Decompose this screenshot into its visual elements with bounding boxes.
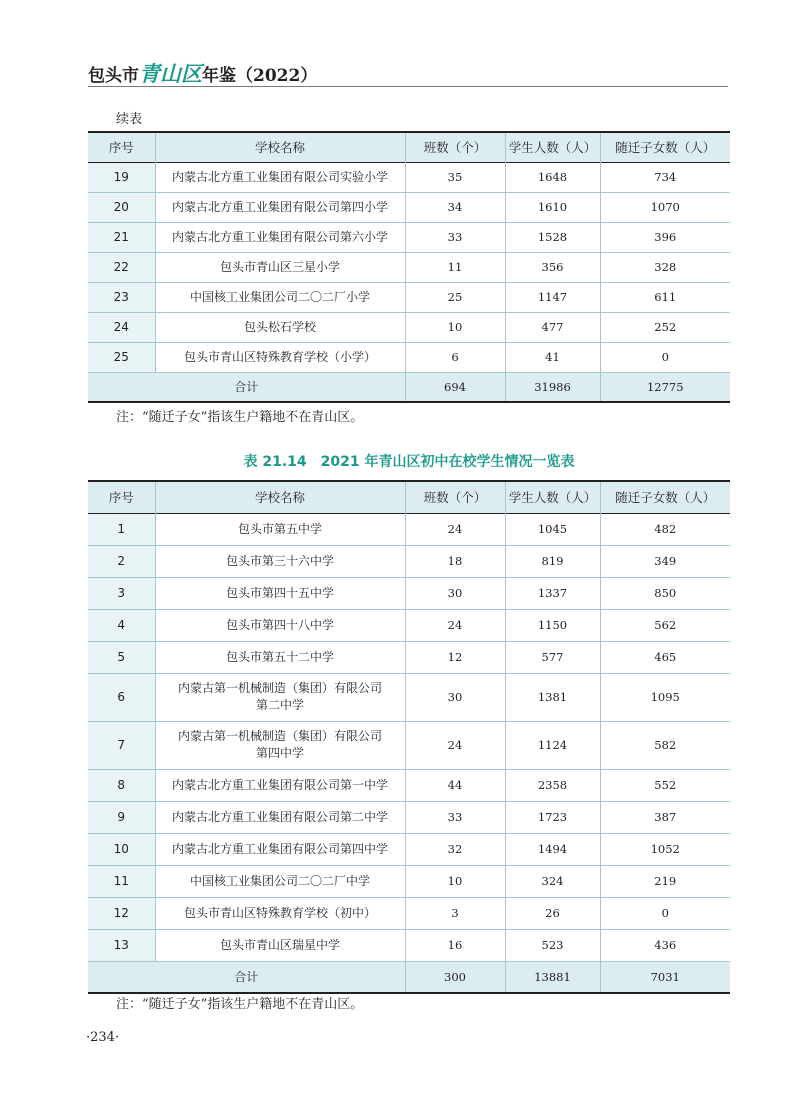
migrant-count: 349 — [600, 545, 730, 577]
row-number: 1 — [88, 513, 155, 545]
migrant-count: 1095 — [600, 673, 730, 721]
col-header-school: 学校名称 — [155, 481, 405, 513]
student-count: 1648 — [505, 162, 600, 192]
total-classes: 300 — [405, 961, 505, 993]
school-name: 包头市第五中学 — [155, 513, 405, 545]
migrant-count: 0 — [600, 342, 730, 372]
student-count: 577 — [505, 641, 600, 673]
migrant-count: 396 — [600, 222, 730, 252]
school-name: 内蒙古北方重工业集团有限公司第六小学 — [155, 222, 405, 252]
school-name: 包头市第四十八中学 — [155, 609, 405, 641]
class-count: 44 — [405, 769, 505, 801]
student-count: 1124 — [505, 721, 600, 769]
migrant-count: 552 — [600, 769, 730, 801]
school-name: 中国核工业集团公司二〇二厂中学 — [155, 865, 405, 897]
class-count: 16 — [405, 929, 505, 961]
class-count: 24 — [405, 721, 505, 769]
table-row — [88, 897, 730, 929]
row-number: 11 — [88, 865, 155, 897]
table-row — [88, 282, 730, 312]
class-count: 33 — [405, 222, 505, 252]
class-count: 3 — [405, 897, 505, 929]
student-count: 1045 — [505, 513, 600, 545]
col-header-no: 序号 — [88, 481, 155, 513]
table2-caption: 表 21.14 2021 年青山区初中在校学生情况一览表 — [243, 454, 575, 470]
table-row — [88, 833, 730, 865]
class-count: 24 — [405, 609, 505, 641]
migrant-count: 219 — [600, 865, 730, 897]
class-count: 10 — [405, 312, 505, 342]
migrant-count: 582 — [600, 721, 730, 769]
row-number: 12 — [88, 897, 155, 929]
class-count: 35 — [405, 162, 505, 192]
table-row — [88, 609, 730, 641]
school-name: 包头市第三十六中学 — [155, 545, 405, 577]
migrant-count: 436 — [600, 929, 730, 961]
migrant-count: 252 — [600, 312, 730, 342]
total-students: 31986 — [505, 372, 600, 402]
total-classes: 694 — [405, 372, 505, 402]
total-migrant: 12775 — [600, 372, 730, 402]
table-row — [88, 252, 730, 282]
school-name: 包头松石学校 — [155, 312, 405, 342]
school-name: 包头市青山区特殊教育学校（初中） — [155, 897, 405, 929]
table-header-row — [88, 132, 730, 162]
table-row — [88, 929, 730, 961]
class-count: 11 — [405, 252, 505, 282]
student-count: 1723 — [505, 801, 600, 833]
migrant-count: 328 — [600, 252, 730, 282]
class-count: 33 — [405, 801, 505, 833]
primary-school-table-continued — [88, 131, 730, 403]
table-row — [88, 545, 730, 577]
student-count: 1610 — [505, 192, 600, 222]
row-number: 21 — [88, 222, 155, 252]
row-number: 7 — [88, 721, 155, 769]
school-name-line2: 第四中学 — [255, 746, 304, 760]
total-label: 合计 — [88, 372, 405, 402]
migrant-count: 387 — [600, 801, 730, 833]
school-name: 包头市第四十五中学 — [155, 577, 405, 609]
col-header-no: 序号 — [88, 132, 155, 162]
school-name: 内蒙古北方重工业集团有限公司实验小学 — [155, 162, 405, 192]
student-count: 1147 — [505, 282, 600, 312]
row-number: 8 — [88, 769, 155, 801]
col-header-students: 学生人数（人） — [505, 132, 600, 162]
row-number: 6 — [88, 673, 155, 721]
total-row — [88, 961, 730, 993]
col-header-migrant: 随迁子女数（人） — [600, 132, 730, 162]
school-name: 内蒙古北方重工业集团有限公司第二中学 — [155, 801, 405, 833]
total-students: 13881 — [505, 961, 600, 993]
school-name: 内蒙古北方重工业集团有限公司第四小学 — [155, 192, 405, 222]
school-name: 包头市青山区瑞星中学 — [155, 929, 405, 961]
migrant-count: 850 — [600, 577, 730, 609]
migrant-count: 1070 — [600, 192, 730, 222]
table-row — [88, 342, 730, 372]
row-number: 24 — [88, 312, 155, 342]
col-header-students: 学生人数（人） — [505, 481, 600, 513]
student-count: 1494 — [505, 833, 600, 865]
student-count: 1337 — [505, 577, 600, 609]
class-count: 24 — [405, 513, 505, 545]
table-row — [88, 801, 730, 833]
row-number: 19 — [88, 162, 155, 192]
class-count: 12 — [405, 641, 505, 673]
school-name-line1: 内蒙古第一机械制造（集团）有限公司 — [177, 681, 382, 695]
school-name: 包头市青山区三星小学 — [155, 252, 405, 282]
table-row — [88, 222, 730, 252]
school-name-line1: 内蒙古第一机械制造（集团）有限公司 — [177, 729, 382, 743]
header-city: 包头市 — [88, 66, 139, 86]
table-row — [88, 769, 730, 801]
student-count: 477 — [505, 312, 600, 342]
table-row — [88, 162, 730, 192]
class-count: 6 — [405, 342, 505, 372]
row-number: 20 — [88, 192, 155, 222]
row-number: 5 — [88, 641, 155, 673]
student-count: 1381 — [505, 673, 600, 721]
student-count: 356 — [505, 252, 600, 282]
table2-note: 注：“随迁子女”指该生户籍地不在青山区。 — [116, 997, 364, 1012]
school-name-line2: 第二中学 — [255, 698, 304, 712]
table-row — [88, 865, 730, 897]
row-number: 9 — [88, 801, 155, 833]
row-number: 25 — [88, 342, 155, 372]
class-count: 25 — [405, 282, 505, 312]
class-count: 10 — [405, 865, 505, 897]
student-count: 1528 — [505, 222, 600, 252]
header-rule — [88, 86, 728, 87]
student-count: 819 — [505, 545, 600, 577]
student-count: 324 — [505, 865, 600, 897]
school-name: 中国核工业集团公司二〇二厂小学 — [155, 282, 405, 312]
total-migrant: 7031 — [600, 961, 730, 993]
header-district: 青山区 — [139, 61, 202, 86]
row-number: 2 — [88, 545, 155, 577]
school-name — [155, 721, 405, 769]
student-count: 41 — [505, 342, 600, 372]
migrant-count: 482 — [600, 513, 730, 545]
table-header-row — [88, 481, 730, 513]
migrant-count: 0 — [600, 897, 730, 929]
col-header-classes: 班数（个） — [405, 481, 505, 513]
col-header-school: 学校名称 — [155, 132, 405, 162]
row-number: 23 — [88, 282, 155, 312]
table-row — [88, 192, 730, 222]
migrant-count: 734 — [600, 162, 730, 192]
class-count: 30 — [405, 577, 505, 609]
page-number: ·234· — [86, 1030, 120, 1045]
class-count: 18 — [405, 545, 505, 577]
class-count: 30 — [405, 673, 505, 721]
table1-note: 注：“随迁子女”指该生户籍地不在青山区。 — [116, 410, 364, 425]
row-number: 13 — [88, 929, 155, 961]
table-row — [88, 312, 730, 342]
table-row — [88, 641, 730, 673]
school-name — [155, 673, 405, 721]
migrant-count: 465 — [600, 641, 730, 673]
header-yearbook: 年鉴（2022） — [202, 66, 318, 86]
table-row — [88, 721, 730, 769]
school-name: 包头市青山区特殊教育学校（小学） — [155, 342, 405, 372]
row-number: 3 — [88, 577, 155, 609]
class-count: 32 — [405, 833, 505, 865]
row-number: 4 — [88, 609, 155, 641]
col-header-migrant: 随迁子女数（人） — [600, 481, 730, 513]
continued-label: 续表 — [116, 112, 143, 127]
middle-school-table — [88, 480, 730, 994]
table-row — [88, 577, 730, 609]
student-count: 26 — [505, 897, 600, 929]
student-count: 1150 — [505, 609, 600, 641]
table-row — [88, 513, 730, 545]
migrant-count: 562 — [600, 609, 730, 641]
school-name: 内蒙古北方重工业集团有限公司第一中学 — [155, 769, 405, 801]
school-name: 包头市第五十二中学 — [155, 641, 405, 673]
migrant-count: 1052 — [600, 833, 730, 865]
running-header — [88, 58, 728, 84]
total-label: 合计 — [88, 961, 405, 993]
total-row — [88, 372, 730, 402]
student-count: 523 — [505, 929, 600, 961]
row-number: 22 — [88, 252, 155, 282]
migrant-count: 611 — [600, 282, 730, 312]
school-name: 内蒙古北方重工业集团有限公司第四中学 — [155, 833, 405, 865]
class-count: 34 — [405, 192, 505, 222]
table-row — [88, 673, 730, 721]
row-number: 10 — [88, 833, 155, 865]
student-count: 2358 — [505, 769, 600, 801]
col-header-classes: 班数（个） — [405, 132, 505, 162]
